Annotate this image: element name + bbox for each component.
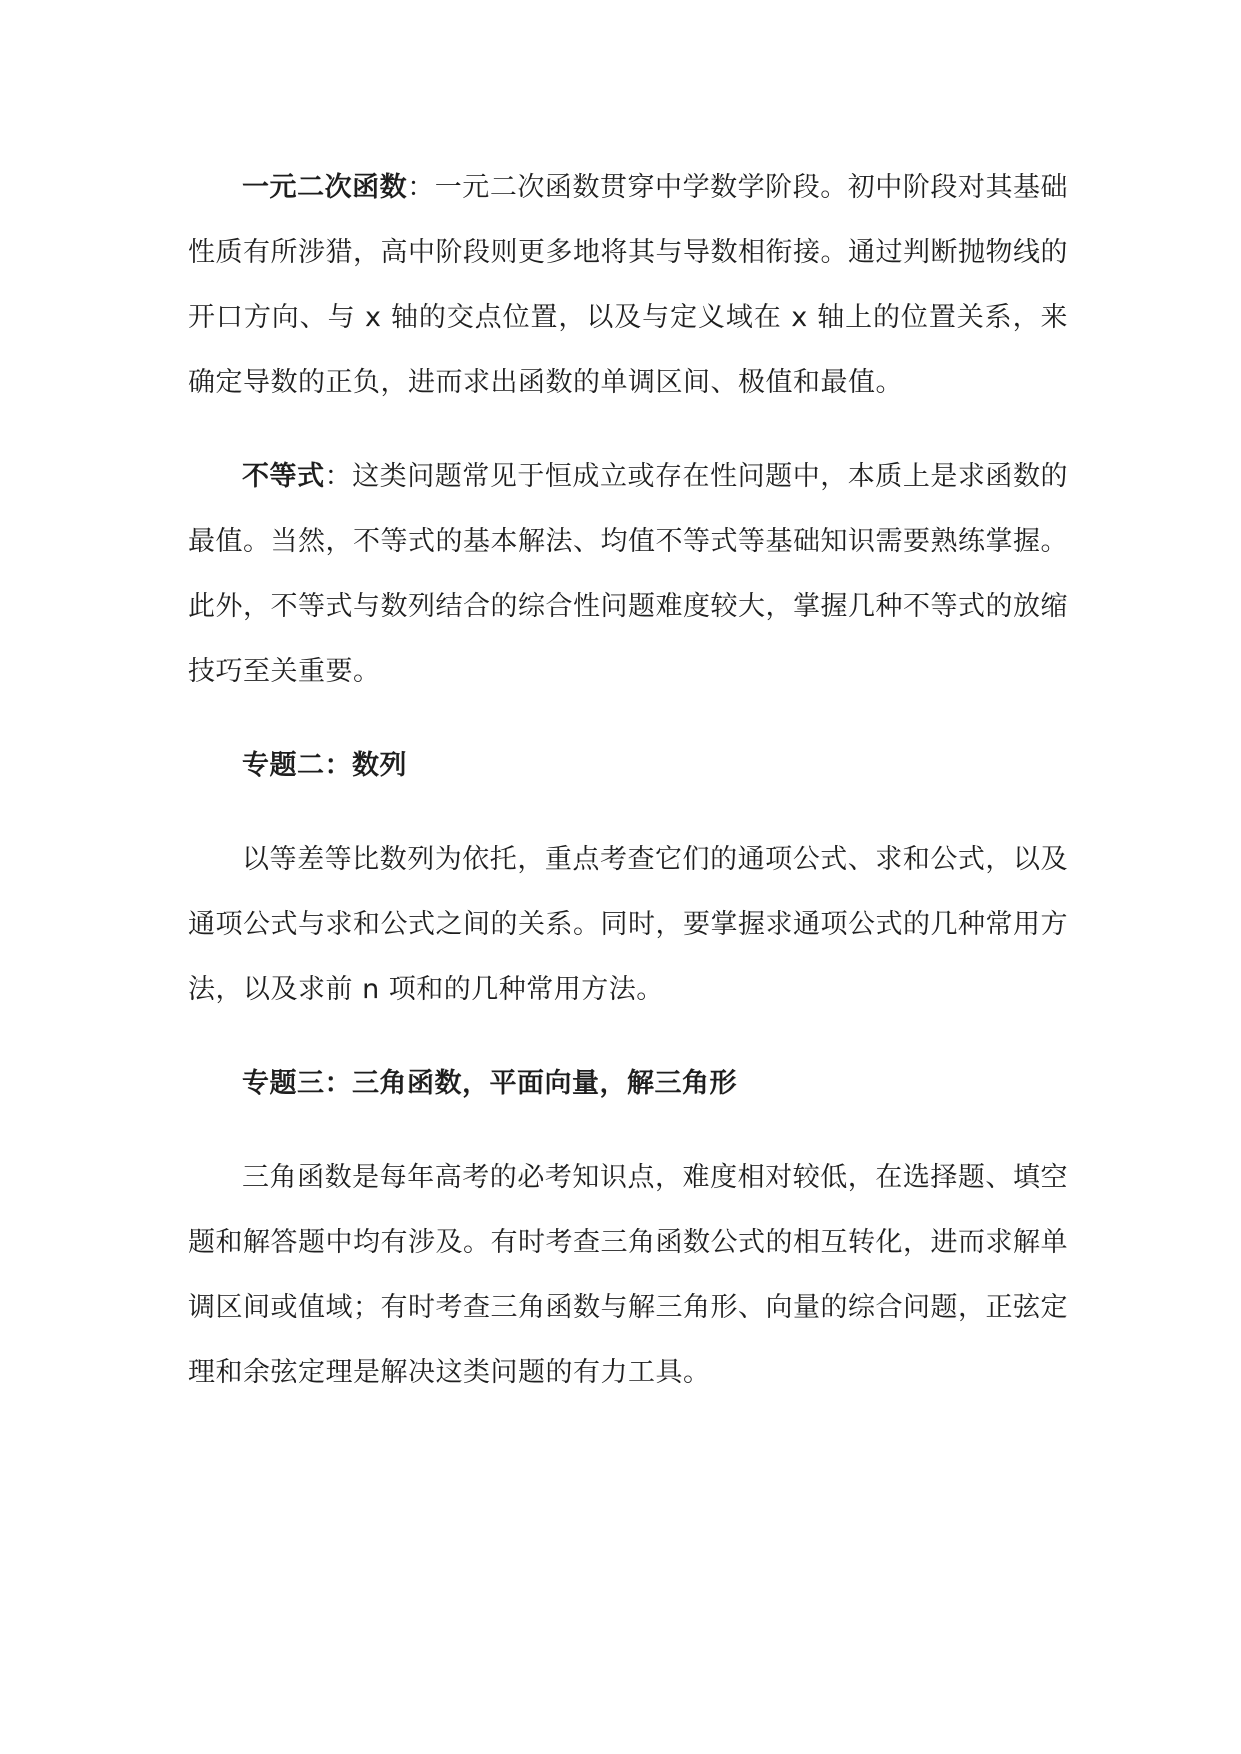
heading-topic-3: 专题三：三角函数，平面向量，解三角形 [242, 1068, 737, 1099]
paragraph-inequality [188, 444, 1068, 704]
paragraph-topic-2: 以等差等比数列为依托，重点考查它们的通项公式、求和公式，以及通项公式与求和公式之间的关系。同时，要掌握求通项公式的几种常用方法，以及求前 n 项和的几种常用方法。 [188, 844, 1068, 1005]
heading-topic-2: 专题二：数列 [242, 750, 407, 781]
document-page [188, 155, 1068, 1405]
paragraph-quadratic-function [188, 155, 1068, 415]
paragraph-topic-3: 三角函数是每年高考的必考知识点，难度相对较低，在选择题、填空题和解答题中均有涉及。有时考查三角函数公式的相互转化，进而求解单调区间或值域；有时考查三角函数与解三角形、向量的综合问题，正弦定理和余弦定理是解决这类问题的有力工具。 [188, 1162, 1068, 1388]
text-inequality: ：这类问题常见于恒成立或存在性问题中，本质上是求函数的最值。当然，不等式的基本解法、均值不等式等基础知识需要熟练掌握。此外，不等式与数列结合的综合性问题难度较大，掌握几种不等式的放缩技巧至关重要。 [188, 461, 1069, 687]
term-quadratic-function: 一元二次函数 [242, 172, 408, 203]
text-quadratic-function: ：一元二次函数贯穿中学数学阶段。初中阶段对其基础性质有所涉猎，高中阶段则更多地将其与导数相衔接。通过判断抛物线的开口方向、与 x 轴的交点位置，以及与定义域在 x 轴上的位置关系，来确定导数的正负，进而求出函数的单调区间、极值和最值。 [188, 172, 1069, 398]
term-inequality: 不等式 [242, 461, 325, 492]
